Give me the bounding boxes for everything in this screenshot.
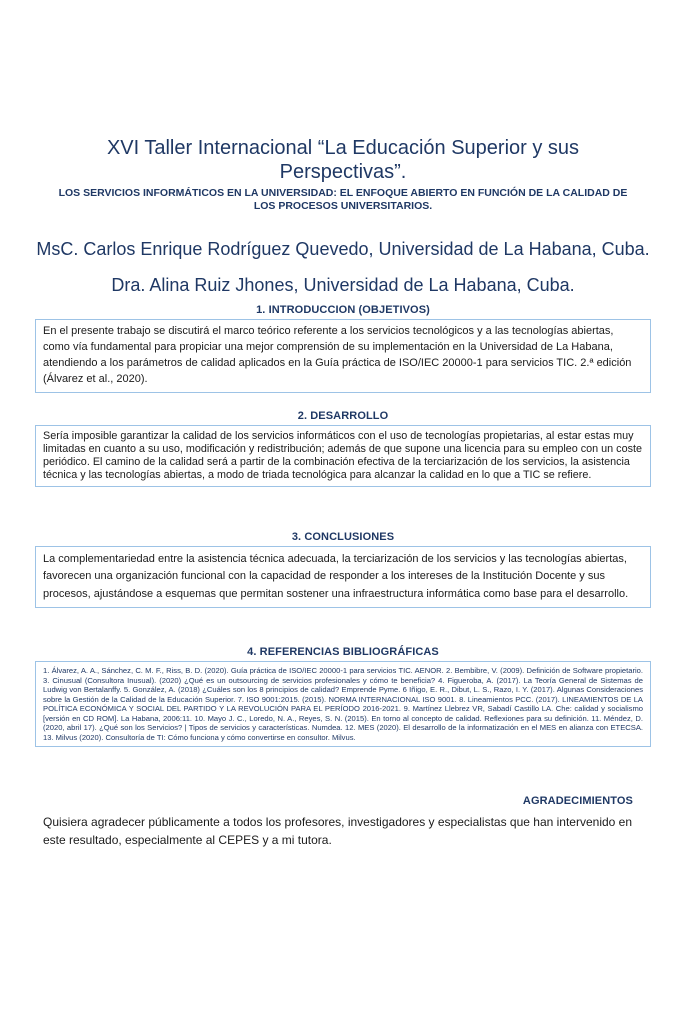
development-text: Sería imposible garantizar la calidad de los servicios informáticos con el uso de tecnologías propietarias, al estar estas muy limitadas en cuanto a su uso, modificación y redistribución; además de que supone una licencia para su empleo con un coste periódico. El camino de la calidad será a partir de la combinación efectiva de la terciarización de los servicios, la asistencia técnica y las tecnologías abiertas, a modo de triada tecnológica para alcanzar la calidad en lo que a TIC se refiere. xyxy=(43,429,642,481)
introduction-text: En el presente trabajo se discutirá el marco teórico referente a los servicios tecnológicos y a las tecnologías abiertas, como vía fundamental para propiciar una mejor comprensión de su implementación en la Universidad de La Habana, atendiendo a los parámetros de calidad aplicados en la Guía práctica de ISO/IEC 20000-1 para servicios TIC. 2.ª edición (Álvarez et al., 2020). xyxy=(43,325,632,385)
references-box xyxy=(35,661,651,747)
section-heading-references: 4. REFERENCIAS BIBLIOGRÁFICAS xyxy=(247,646,439,659)
introduction-box xyxy=(35,319,651,393)
section-heading-acknowledgements: AGRADECIMIENTOS xyxy=(522,795,633,808)
conclusions-box xyxy=(35,546,651,609)
section-heading-introduction: 1. INTRODUCCION (OBJETIVOS) xyxy=(256,304,430,317)
page-subtitle: LOS SERVICIOS INFORMÁTICOS EN LA UNIVERSIDAD: EL ENFOQUE ABIERTO EN FUNCIÓN DE LA CALIDAD DE LOS PROCESOS UNIVERSITARIOS. xyxy=(58,186,628,212)
references-text: 1. Álvarez, A. A., Sánchez, C. M. F., Riss, B. D. (2020). Guía práctica de ISO/IEC 20000-1 para servicios TIC. AENOR. 2. Bembibre, V. (2009). Definición de Software propietario. 3. Cinusual (Consultora Inusual). (2020) ¿Qué es un outsourcing de servicios profesionales y cómo te beneficia? 4. Figueroba, A. (2017). La Teoría General de Sistemas de Ludwig von Bertalanffy. 5. González, A. (2018) ¿Cuáles son los 8 principios de calidad? Emprende Pyme. 6 Iñigo, E. R., Dibut, L. S., Razo, I. Y. (2017). Algunas Consideraciones sobre la Gestión de la Calidad de la Educación Superior. 7. ISO 9001:2015. (2015). NORMA INTERNACIONAL ISO 9001. 8. Lineamientos PCC. (2017). LINEAMIENTOS DE LA POLÍTICA ECONÓMICA Y SOCIAL DEL PARTIDO Y LA REVOLUCIÓN PARA EL PERÍODO 2016-2021. 9. Martínez Llebrez VR, Sabadí Castillo LA. Che: calidad y socialismo [versión en CD ROM]. La Habana, 2006:11. 10. Mayo J. C., Loredo, N. A., Reyes, S. N. (2015). En torno al concepto de calidad. Reflexiones para su definición. 11. Méndez, D. (2020, abril 17). ¿Qué son los Servicios? | Tipos de servicios y características. Numdea. 12. MES (2020). El desarrollo de la informatización en el MES en alianza con ETECSA. 13. Milvus (2020). Consultoría de TI: Cómo funciona y cómo convertirse en consultor. Milvus. xyxy=(43,666,643,742)
development-box xyxy=(35,425,651,487)
author-line-1: MsC. Carlos Enrique Rodríguez Quevedo, Universidad de La Habana, Cuba. xyxy=(36,239,650,260)
conclusions-text: La complementariedad entre la asistencia técnica adecuada, la terciarización de los servicios y las tecnologías abiertas, favorecen una organización funcional con la capacidad de responder a los intereses de la Institución Docente y sus procesos, ajustándose a esquemas que permitan sostener una infraestructura informática como base para el desarrollo. xyxy=(43,552,629,600)
acknowledgements-text: Quisiera agradecer públicamente a todos los profesores, investigadores y especialistas que han intervenido en este resultado, especialmente al CEPES y a mi tutora. xyxy=(43,815,633,848)
section-heading-conclusions: 3. CONCLUSIONES xyxy=(291,530,395,543)
page-title: XVI Taller Internacional “La Educación Superior y sus Perspectivas”. xyxy=(106,137,580,184)
author-line-2: Dra. Alina Ruiz Jhones, Universidad de La Habana, Cuba. xyxy=(111,275,575,296)
section-heading-development: 2. DESARROLLO xyxy=(297,409,389,422)
